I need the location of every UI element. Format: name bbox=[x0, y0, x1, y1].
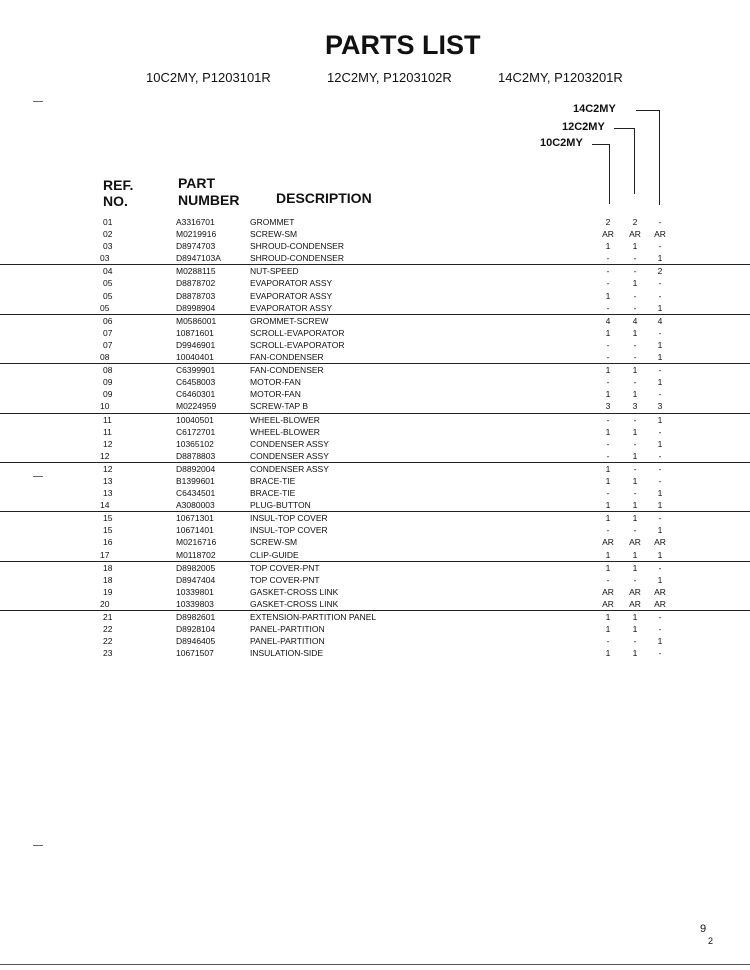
part-number-cell: A3080003 bbox=[176, 500, 215, 511]
table-row bbox=[0, 302, 750, 315]
ref-cell: 21 bbox=[103, 612, 113, 622]
model-12c2my: 12C2MY, P1203102R bbox=[327, 70, 452, 85]
qty-10c2my-cell: AR bbox=[602, 586, 614, 597]
qty-14c2my-cell: - bbox=[658, 241, 662, 252]
part-number-cell: 10040401 bbox=[176, 352, 214, 363]
qty-14c2my-cell: AR bbox=[654, 598, 666, 609]
qty-12c2my-cell: 1 bbox=[632, 450, 638, 461]
parts-table bbox=[0, 216, 750, 659]
part-number-cell: 10365102 bbox=[176, 438, 214, 449]
qty-12c2my-cell: - bbox=[633, 266, 637, 277]
description-cell: INSUL-TOP COVER bbox=[250, 525, 328, 536]
header-description: DESCRIPTION bbox=[276, 190, 372, 206]
qty-12c2my-cell: AR bbox=[629, 537, 641, 548]
ref-cell: 04 bbox=[103, 266, 113, 277]
ref-cell: 08 bbox=[103, 365, 113, 376]
qty-10c2my-cell: 1 bbox=[605, 562, 611, 573]
ref-cell: 20 bbox=[100, 598, 110, 609]
table-row bbox=[0, 315, 750, 327]
qty-12c2my-cell: - bbox=[633, 302, 637, 313]
qty-10c2my-cell: 1 bbox=[605, 549, 611, 560]
table-row bbox=[0, 216, 750, 228]
description-cell: INSULATION-SIDE bbox=[250, 648, 324, 659]
qty-12c2my-cell: AR bbox=[629, 586, 641, 597]
qty-12c2my-cell: - bbox=[633, 488, 637, 499]
qty-10c2my-cell: 1 bbox=[605, 624, 611, 635]
qty-14c2my-cell: - bbox=[658, 562, 662, 573]
table-row bbox=[0, 549, 750, 562]
qty-14c2my-cell: 1 bbox=[657, 352, 663, 363]
part-number-cell: D8998904 bbox=[176, 302, 216, 313]
part-number-cell: C6434501 bbox=[176, 488, 216, 499]
qty-10c2my-cell: AR bbox=[602, 537, 614, 548]
table-row bbox=[0, 463, 750, 475]
part-number-cell: 10339801 bbox=[176, 586, 214, 597]
description-cell: EVAPORATOR ASSY bbox=[250, 278, 333, 289]
part-number-cell: C6460301 bbox=[176, 389, 216, 400]
qty-14c2my-cell: 1 bbox=[657, 574, 663, 585]
qty-10c2my-cell: - bbox=[606, 414, 610, 425]
qty-10c2my-cell: 4 bbox=[605, 315, 611, 326]
qty-12c2my-cell: 1 bbox=[632, 500, 638, 511]
qty-10c2my-cell: - bbox=[606, 278, 610, 289]
qty-12c2my-cell: 1 bbox=[632, 612, 638, 622]
qty-10c2my-cell: 1 bbox=[605, 426, 611, 437]
qty-12c2my-cell: 1 bbox=[632, 241, 638, 252]
ref-cell: 16 bbox=[103, 537, 113, 548]
table-row bbox=[0, 388, 750, 400]
part-number-cell: D9946901 bbox=[176, 339, 216, 350]
part-number-cell: 10671301 bbox=[176, 513, 214, 524]
description-cell: GASKET-CROSS LINK bbox=[250, 586, 339, 597]
description-cell: CONDENSER ASSY bbox=[250, 463, 329, 474]
qty-12c2my-cell: 3 bbox=[632, 401, 638, 412]
table-row bbox=[0, 475, 750, 487]
description-cell: TOP COVER-PNT bbox=[250, 574, 320, 585]
qty-12c2my-cell: 1 bbox=[632, 278, 638, 289]
description-cell: GROMMET-SCREW bbox=[250, 315, 329, 326]
description-cell: SCREW-TAP B bbox=[250, 401, 309, 412]
description-cell: PANEL-PARTITION bbox=[250, 624, 325, 635]
qty-10c2my-cell: 3 bbox=[605, 401, 611, 412]
qty-10c2my-cell: - bbox=[606, 488, 610, 499]
qty-10c2my-cell: 1 bbox=[605, 290, 611, 301]
part-number-cell: 10339803 bbox=[176, 598, 214, 609]
ref-cell: 23 bbox=[103, 648, 113, 659]
ref-cell: 02 bbox=[103, 229, 113, 240]
part-number-cell: M0586001 bbox=[176, 315, 217, 326]
ref-cell: 12 bbox=[103, 438, 113, 449]
description-cell: SHROUD-CONDENSER bbox=[250, 241, 344, 252]
qty-14c2my-cell: 1 bbox=[657, 500, 663, 511]
ref-cell: 05 bbox=[103, 278, 113, 289]
description-cell: INSUL-TOP COVER bbox=[250, 513, 328, 524]
table-row bbox=[0, 426, 750, 438]
table-row bbox=[0, 586, 750, 598]
ref-cell: 01 bbox=[103, 217, 113, 227]
qty-12c2my-cell: - bbox=[633, 438, 637, 449]
qty-10c2my-cell: 1 bbox=[605, 648, 611, 659]
qty-14c2my-cell: - bbox=[658, 624, 662, 635]
bracket-14-horizontal bbox=[636, 110, 660, 111]
qty-10c2my-cell: - bbox=[606, 302, 610, 313]
part-number-cell: D8878803 bbox=[176, 450, 216, 461]
ref-cell: 18 bbox=[103, 574, 113, 585]
part-number-cell: D8878702 bbox=[176, 278, 216, 289]
ref-cell: 11 bbox=[103, 426, 112, 437]
table-row bbox=[0, 351, 750, 364]
table-row bbox=[0, 611, 750, 623]
qty-14c2my-cell: 1 bbox=[657, 488, 663, 499]
qty-10c2my-cell: 1 bbox=[605, 500, 611, 511]
page-number-value: 9 bbox=[700, 923, 707, 935]
description-cell: BRACE-TIE bbox=[250, 488, 296, 499]
ref-cell: 07 bbox=[103, 339, 113, 350]
description-cell: CONDENSER ASSY bbox=[250, 450, 329, 461]
description-cell: MOTOR-FAN bbox=[250, 377, 301, 388]
qty-12c2my-cell: 1 bbox=[632, 648, 638, 659]
description-cell: FAN-CONDENSER bbox=[250, 352, 324, 363]
qty-10c2my-cell: AR bbox=[602, 598, 614, 609]
qty-10c2my-cell: 1 bbox=[605, 475, 611, 486]
qty-10c2my-cell: 2 bbox=[605, 217, 611, 227]
qty-14c2my-cell: 3 bbox=[657, 401, 663, 412]
qty-14c2my-cell: 2 bbox=[657, 266, 663, 277]
ref-cell: 13 bbox=[103, 475, 113, 486]
qty-10c2my-cell: 1 bbox=[605, 241, 611, 252]
table-row bbox=[0, 290, 750, 302]
table-row bbox=[0, 277, 750, 289]
bracket-10-vertical bbox=[609, 144, 610, 204]
qty-12c2my-cell: - bbox=[633, 339, 637, 350]
part-number-cell: M0216716 bbox=[176, 537, 217, 548]
qty-12c2my-cell: 4 bbox=[632, 315, 638, 326]
table-row bbox=[0, 400, 750, 413]
qty-12c2my-cell: 1 bbox=[632, 513, 638, 524]
part-number-cell: D8928104 bbox=[176, 624, 216, 635]
margin-tick bbox=[33, 476, 43, 477]
header-part-line2: NUMBER bbox=[178, 192, 240, 208]
description-cell: SCROLL-EVAPORATOR bbox=[250, 339, 345, 350]
ref-cell: 12 bbox=[103, 463, 113, 474]
ref-cell: 19 bbox=[103, 586, 113, 597]
description-cell: SCREW-SM bbox=[250, 229, 298, 240]
description-cell: EVAPORATOR ASSY bbox=[250, 290, 333, 301]
description-cell: SCROLL-EVAPORATOR bbox=[250, 327, 345, 338]
qty-14c2my-cell: 1 bbox=[657, 636, 663, 647]
description-cell: SCREW-SM bbox=[250, 537, 298, 548]
bottom-rule bbox=[0, 964, 750, 965]
table-row bbox=[0, 252, 750, 265]
qty-10c2my-cell: - bbox=[606, 450, 610, 461]
page-mark: 2 bbox=[708, 936, 715, 946]
ref-cell: 09 bbox=[103, 377, 113, 388]
qty-12c2my-cell: - bbox=[633, 377, 637, 388]
table-row bbox=[0, 499, 750, 512]
ref-cell: 10 bbox=[100, 401, 110, 412]
table-row bbox=[0, 240, 750, 252]
table-row bbox=[0, 562, 750, 574]
description-cell: CLIP-GUIDE bbox=[250, 549, 299, 560]
table-row bbox=[0, 536, 750, 548]
ref-cell: 05 bbox=[103, 290, 113, 301]
header-ref bbox=[103, 177, 133, 209]
table-row bbox=[0, 364, 750, 376]
qty-14c2my-cell: - bbox=[658, 513, 662, 524]
ref-cell: 15 bbox=[103, 513, 113, 524]
column-label-10c2my: 10C2MY bbox=[540, 137, 583, 149]
qty-14c2my-cell: - bbox=[658, 217, 662, 227]
part-number-cell: D8946405 bbox=[176, 636, 216, 647]
table-row bbox=[0, 512, 750, 524]
description-cell: WHEEL-BLOWER bbox=[250, 426, 320, 437]
qty-12c2my-cell: 1 bbox=[632, 562, 638, 573]
header-ref-line2: NO. bbox=[103, 193, 128, 209]
description-cell: CONDENSER ASSY bbox=[250, 438, 329, 449]
page-title: PARTS LIST bbox=[325, 30, 481, 60]
qty-14c2my-cell: AR bbox=[654, 229, 666, 240]
qty-10c2my-cell: 1 bbox=[605, 389, 611, 400]
qty-10c2my-cell: 1 bbox=[605, 612, 611, 622]
qty-14c2my-cell: - bbox=[658, 389, 662, 400]
table-row bbox=[0, 623, 750, 635]
bracket-14-vertical bbox=[659, 110, 660, 205]
qty-10c2my-cell: - bbox=[606, 525, 610, 536]
table-row bbox=[0, 376, 750, 388]
table-row bbox=[0, 598, 750, 611]
table-row bbox=[0, 339, 750, 351]
qty-14c2my-cell: 1 bbox=[657, 339, 663, 350]
margin-tick bbox=[33, 101, 43, 102]
qty-12c2my-cell: - bbox=[633, 253, 637, 264]
qty-12c2my-cell: - bbox=[633, 463, 637, 474]
qty-14c2my-cell: 1 bbox=[657, 549, 663, 560]
qty-14c2my-cell: AR bbox=[654, 537, 666, 548]
qty-14c2my-cell: - bbox=[658, 327, 662, 338]
ref-cell: 05 bbox=[100, 302, 110, 313]
qty-10c2my-cell: - bbox=[606, 352, 610, 363]
qty-14c2my-cell: 1 bbox=[657, 302, 663, 313]
description-cell: BRACE-TIE bbox=[250, 475, 296, 486]
qty-10c2my-cell: AR bbox=[602, 229, 614, 240]
qty-14c2my-cell: - bbox=[658, 463, 662, 474]
ref-cell: 17 bbox=[100, 549, 110, 560]
part-number-cell: D8982005 bbox=[176, 562, 216, 573]
bracket-10-horizontal bbox=[592, 144, 610, 145]
part-number-cell: 10040501 bbox=[176, 414, 214, 425]
bracket-12-vertical bbox=[634, 128, 635, 194]
qty-10c2my-cell: 1 bbox=[605, 463, 611, 474]
qty-14c2my-cell: AR bbox=[654, 586, 666, 597]
header-ref-line1: REF. bbox=[103, 177, 134, 193]
header-part-number bbox=[178, 175, 239, 208]
qty-14c2my-cell: - bbox=[658, 648, 662, 659]
qty-10c2my-cell: - bbox=[606, 339, 610, 350]
qty-12c2my-cell: 1 bbox=[632, 475, 638, 486]
ref-cell: 08 bbox=[100, 352, 110, 363]
ref-cell: 22 bbox=[103, 636, 113, 647]
qty-10c2my-cell: 1 bbox=[605, 513, 611, 524]
model-14c2my: 14C2MY, P1203201R bbox=[498, 70, 623, 85]
qty-10c2my-cell: - bbox=[606, 253, 610, 264]
description-cell: FAN-CONDENSER bbox=[250, 365, 324, 376]
part-number-cell: M0224959 bbox=[176, 401, 217, 412]
ref-cell: 09 bbox=[103, 389, 113, 400]
ref-cell: 03 bbox=[103, 241, 113, 252]
qty-12c2my-cell: 1 bbox=[632, 549, 638, 560]
part-number-cell: C6399901 bbox=[176, 365, 216, 376]
part-number-cell: M0219916 bbox=[176, 229, 217, 240]
part-number-cell: A3316701 bbox=[176, 217, 215, 227]
part-number-cell: D8878703 bbox=[176, 290, 216, 301]
qty-12c2my-cell: - bbox=[633, 414, 637, 425]
part-number-cell: 10671507 bbox=[176, 648, 214, 659]
ref-cell: 03 bbox=[100, 253, 110, 264]
qty-14c2my-cell: 4 bbox=[657, 315, 663, 326]
header-part-line1: PART bbox=[178, 175, 216, 191]
qty-14c2my-cell: - bbox=[658, 475, 662, 486]
part-number-cell: D8982601 bbox=[176, 612, 216, 622]
description-cell: PLUG-BUTTON bbox=[250, 500, 311, 511]
part-number-cell: D8947404 bbox=[176, 574, 216, 585]
margin-tick bbox=[33, 845, 43, 846]
qty-10c2my-cell: - bbox=[606, 266, 610, 277]
part-number-cell: 10671401 bbox=[176, 525, 214, 536]
ref-cell: 13 bbox=[103, 488, 113, 499]
column-label-12c2my: 12C2MY bbox=[562, 121, 605, 133]
table-row bbox=[0, 487, 750, 499]
description-cell: NUT-SPEED bbox=[250, 266, 299, 277]
qty-10c2my-cell: 1 bbox=[605, 327, 611, 338]
part-number-cell: D8892004 bbox=[176, 463, 216, 474]
qty-12c2my-cell: AR bbox=[629, 598, 641, 609]
table-row bbox=[0, 327, 750, 339]
qty-12c2my-cell: 1 bbox=[632, 624, 638, 635]
qty-14c2my-cell: 1 bbox=[657, 414, 663, 425]
part-number-cell: 10871601 bbox=[176, 327, 214, 338]
qty-14c2my-cell: - bbox=[658, 450, 662, 461]
description-cell: MOTOR-FAN bbox=[250, 389, 301, 400]
table-row bbox=[0, 450, 750, 463]
qty-12c2my-cell: 1 bbox=[632, 365, 638, 376]
part-number-cell: M0288115 bbox=[176, 266, 216, 277]
part-number-cell: B1399601 bbox=[176, 475, 215, 486]
table-row bbox=[0, 524, 750, 536]
qty-14c2my-cell: 1 bbox=[657, 253, 663, 264]
qty-12c2my-cell: AR bbox=[629, 229, 641, 240]
part-number-cell: D8974703 bbox=[176, 241, 216, 252]
qty-12c2my-cell: 1 bbox=[632, 389, 638, 400]
ref-cell: 15 bbox=[103, 525, 113, 536]
description-cell: EVAPORATOR ASSY bbox=[250, 302, 333, 313]
ref-cell: 22 bbox=[103, 624, 113, 635]
qty-14c2my-cell: - bbox=[658, 426, 662, 437]
part-number-cell: M0118702 bbox=[176, 549, 216, 560]
description-cell: GROMMET bbox=[250, 217, 295, 227]
qty-12c2my-cell: - bbox=[633, 525, 637, 536]
qty-10c2my-cell: 1 bbox=[605, 365, 611, 376]
qty-12c2my-cell: - bbox=[633, 352, 637, 363]
description-cell: TOP COVER-PNT bbox=[250, 562, 320, 573]
qty-10c2my-cell: - bbox=[606, 574, 610, 585]
model-10c2my: 10C2MY, P1203101R bbox=[146, 70, 271, 85]
qty-14c2my-cell: - bbox=[658, 365, 662, 376]
ref-cell: 18 bbox=[103, 562, 113, 573]
qty-14c2my-cell: - bbox=[658, 278, 662, 289]
qty-12c2my-cell: - bbox=[633, 290, 637, 301]
qty-10c2my-cell: - bbox=[606, 636, 610, 647]
column-label-14c2my: 14C2MY bbox=[573, 103, 616, 115]
table-row bbox=[0, 438, 750, 450]
ref-cell: 06 bbox=[103, 315, 113, 326]
description-cell: GASKET-CROSS LINK bbox=[250, 598, 339, 609]
qty-14c2my-cell: 1 bbox=[657, 438, 663, 449]
table-row bbox=[0, 574, 750, 586]
table-row bbox=[0, 228, 750, 240]
table-row bbox=[0, 414, 750, 426]
ref-cell: 12 bbox=[100, 450, 110, 461]
qty-12c2my-cell: 1 bbox=[632, 327, 638, 338]
description-cell: PANEL-PARTITION bbox=[250, 636, 325, 647]
qty-14c2my-cell: - bbox=[658, 612, 662, 622]
page-number bbox=[700, 923, 724, 947]
qty-10c2my-cell: - bbox=[606, 377, 610, 388]
description-cell: WHEEL-BLOWER bbox=[250, 414, 320, 425]
table-row bbox=[0, 265, 750, 277]
description-cell: SHROUD-CONDENSER bbox=[250, 253, 344, 264]
ref-cell: 14 bbox=[100, 500, 110, 511]
table-row bbox=[0, 635, 750, 647]
description-cell: EXTENSION-PARTITION PANEL bbox=[250, 612, 377, 622]
ref-cell: 11 bbox=[103, 414, 112, 425]
part-number-cell: C6172701 bbox=[176, 426, 216, 437]
qty-14c2my-cell: 1 bbox=[657, 377, 663, 388]
qty-12c2my-cell: 2 bbox=[632, 217, 638, 227]
ref-cell: 07 bbox=[103, 327, 113, 338]
qty-12c2my-cell: - bbox=[633, 574, 637, 585]
part-number-cell: D8947103A bbox=[176, 253, 221, 264]
qty-10c2my-cell: - bbox=[606, 438, 610, 449]
qty-14c2my-cell: 1 bbox=[657, 525, 663, 536]
qty-12c2my-cell: - bbox=[633, 636, 637, 647]
qty-12c2my-cell: 1 bbox=[632, 426, 638, 437]
bracket-12-horizontal bbox=[614, 128, 635, 129]
part-number-cell: C6458003 bbox=[176, 377, 216, 388]
qty-14c2my-cell: - bbox=[658, 290, 662, 301]
table-row bbox=[0, 647, 750, 659]
